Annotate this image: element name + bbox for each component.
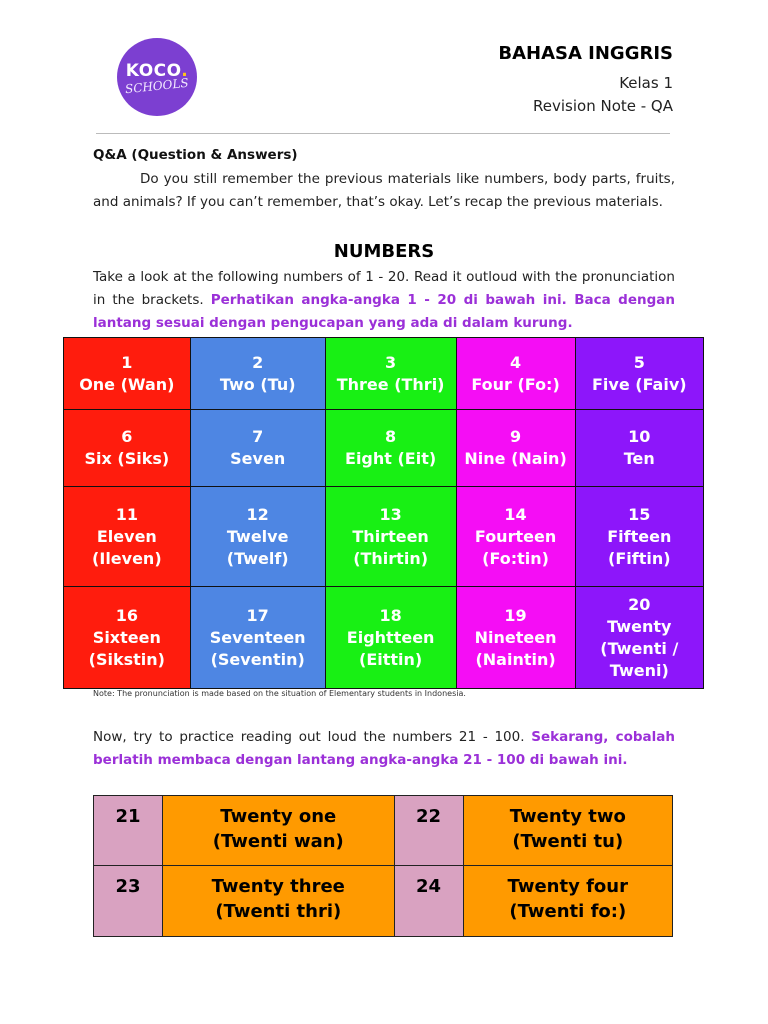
number-digit: 9 [509, 427, 522, 446]
number-digit: 15 [628, 504, 651, 524]
number-cell [325, 410, 456, 487]
pronunciation-footnote: Note: The pronunciation is made based on the situation of Elementary students in Indonesia. [93, 689, 466, 698]
number-digit: 12 [246, 504, 269, 524]
number-digit: 8 [385, 427, 397, 446]
number-digit-cell: 23 [94, 866, 163, 937]
number-word: (Twelf) [226, 548, 289, 568]
number-word: (Naintin) [475, 649, 556, 669]
number-row [94, 866, 673, 937]
number-word: Seven [230, 449, 286, 468]
number-word: Twenty one [220, 806, 337, 827]
number-word: Nine (Nain) [464, 449, 567, 468]
number-word: Four (Fo:) [471, 374, 560, 394]
number-row [64, 410, 704, 487]
number-cell [190, 338, 325, 410]
number-cell [456, 587, 575, 689]
number-cell [456, 410, 575, 487]
number-word: (Seventin) [210, 649, 305, 669]
number-word: Eleven [96, 526, 157, 546]
numbers-instructions: Take a look at the following numbers of 1 - 20. Read it outloud with the pronunciation in the brackets. Perhatikan angka-angka 1 - 20 di bawah ini. Baca dengan lantang sesuai dengan pengucapan yang ada di dalam kurung. [93, 269, 676, 331]
number-word: Twenty two [509, 806, 626, 827]
number-cell [575, 587, 703, 689]
number-digit: 20 [628, 594, 651, 614]
number-row [94, 796, 673, 866]
number-digit: 4 [509, 352, 522, 372]
number-row [64, 487, 704, 587]
number-pronunciation: (Twenti thri) [215, 901, 342, 922]
header-divider [96, 133, 670, 134]
number-word-cell [463, 866, 672, 937]
number-word: Thirteen [352, 526, 429, 546]
number-cell [325, 338, 456, 410]
number-word: Seventeen [209, 627, 306, 647]
number-digit: 7 [252, 427, 264, 446]
numbers-1-20-table [63, 337, 704, 689]
number-word: Eight (Eit) [345, 449, 437, 468]
intro-paragraph: Do you still remember the previous materials like numbers, body parts, fruits, and animals? If you can’t remember, that’s okay. Let’s recap the previous materials. [93, 171, 675, 210]
number-word-cell [163, 796, 395, 866]
number-cell [190, 410, 325, 487]
number-word: (Ileven) [92, 548, 162, 568]
number-digit: 13 [379, 504, 402, 524]
number-pronunciation: (Twenti wan) [212, 831, 344, 852]
number-word: Twenty three [211, 876, 345, 897]
number-digit: 5 [633, 352, 645, 372]
numbers-21-24-table [93, 795, 673, 937]
number-word: Fourteen [474, 526, 557, 546]
note-type-label: Revision Note - QA [533, 97, 673, 115]
number-word: Tweni) [609, 660, 669, 680]
number-word: Fifteen [607, 526, 672, 546]
number-word: Twenty [607, 616, 672, 636]
koco-schools-logo [117, 38, 197, 116]
number-digit: 10 [628, 427, 651, 446]
number-digit-cell: 24 [394, 866, 463, 937]
number-word-cell [463, 796, 672, 866]
section-title: NUMBERS [333, 241, 435, 262]
number-word: Three (Thri) [336, 374, 445, 394]
number-word: (Twenti / [600, 638, 679, 658]
number-word: Nineteen [474, 627, 557, 647]
number-word: (Fo:tin) [482, 548, 549, 568]
number-row [64, 587, 704, 689]
number-cell [575, 338, 703, 410]
number-digit: 3 [385, 352, 397, 372]
logo-wordmark: KOCO. [125, 60, 189, 81]
number-digit: 6 [121, 427, 133, 446]
practice-instructions: Now, try to practice reading out loud the numbers 21 - 100. Sekarang, cobalah berlatih membaca dengan lantang angka-angka 21 - 100 di bawah ini. [93, 729, 676, 768]
number-cell [575, 487, 703, 587]
logo-subtitle: SCHOOLS [124, 75, 190, 96]
number-digit: 1 [121, 352, 133, 372]
number-digit-cell: 22 [394, 796, 463, 866]
qa-title: Q&A (Question & Answers) [93, 147, 298, 163]
number-pronunciation: (Twenti fo:) [509, 901, 627, 922]
number-digit: 17 [246, 605, 269, 625]
number-cell [325, 487, 456, 587]
number-word: Five (Faiv) [591, 374, 687, 394]
number-row [64, 338, 704, 410]
number-word: One (Wan) [79, 374, 175, 394]
number-word: (Thirtin) [353, 548, 429, 568]
number-word: Ten [623, 449, 655, 468]
number-digit: 16 [115, 605, 138, 625]
number-word: Twelve [226, 526, 289, 546]
number-cell [190, 587, 325, 689]
number-word: Twenty four [507, 876, 628, 897]
number-cell [456, 487, 575, 587]
subject-title: BAHASA INGGRIS [498, 43, 673, 64]
number-digit: 14 [504, 504, 527, 524]
grade-label: Kelas 1 [619, 74, 673, 92]
number-cell [64, 338, 191, 410]
number-cell [64, 587, 191, 689]
number-word: (Eittin) [359, 649, 423, 669]
number-word: Six (Siks) [84, 449, 170, 468]
number-word: (Fiftin) [608, 548, 671, 568]
number-word: (Sikstin) [88, 649, 165, 669]
number-digit: 11 [115, 504, 138, 524]
number-digit: 19 [504, 605, 527, 625]
number-digit: 2 [252, 352, 264, 372]
number-cell [64, 410, 191, 487]
number-cell [456, 338, 575, 410]
number-pronunciation: (Twenti tu) [512, 831, 624, 852]
number-cell [190, 487, 325, 587]
number-cell [64, 487, 191, 587]
number-cell [325, 587, 456, 689]
number-word: Two (Tu) [219, 374, 296, 394]
number-word: Sixteen [92, 627, 161, 647]
number-digit-cell: 21 [94, 796, 163, 866]
number-word-cell [163, 866, 395, 937]
number-digit: 18 [379, 605, 402, 625]
number-cell [575, 410, 703, 487]
number-word: Eightteen [346, 627, 435, 647]
